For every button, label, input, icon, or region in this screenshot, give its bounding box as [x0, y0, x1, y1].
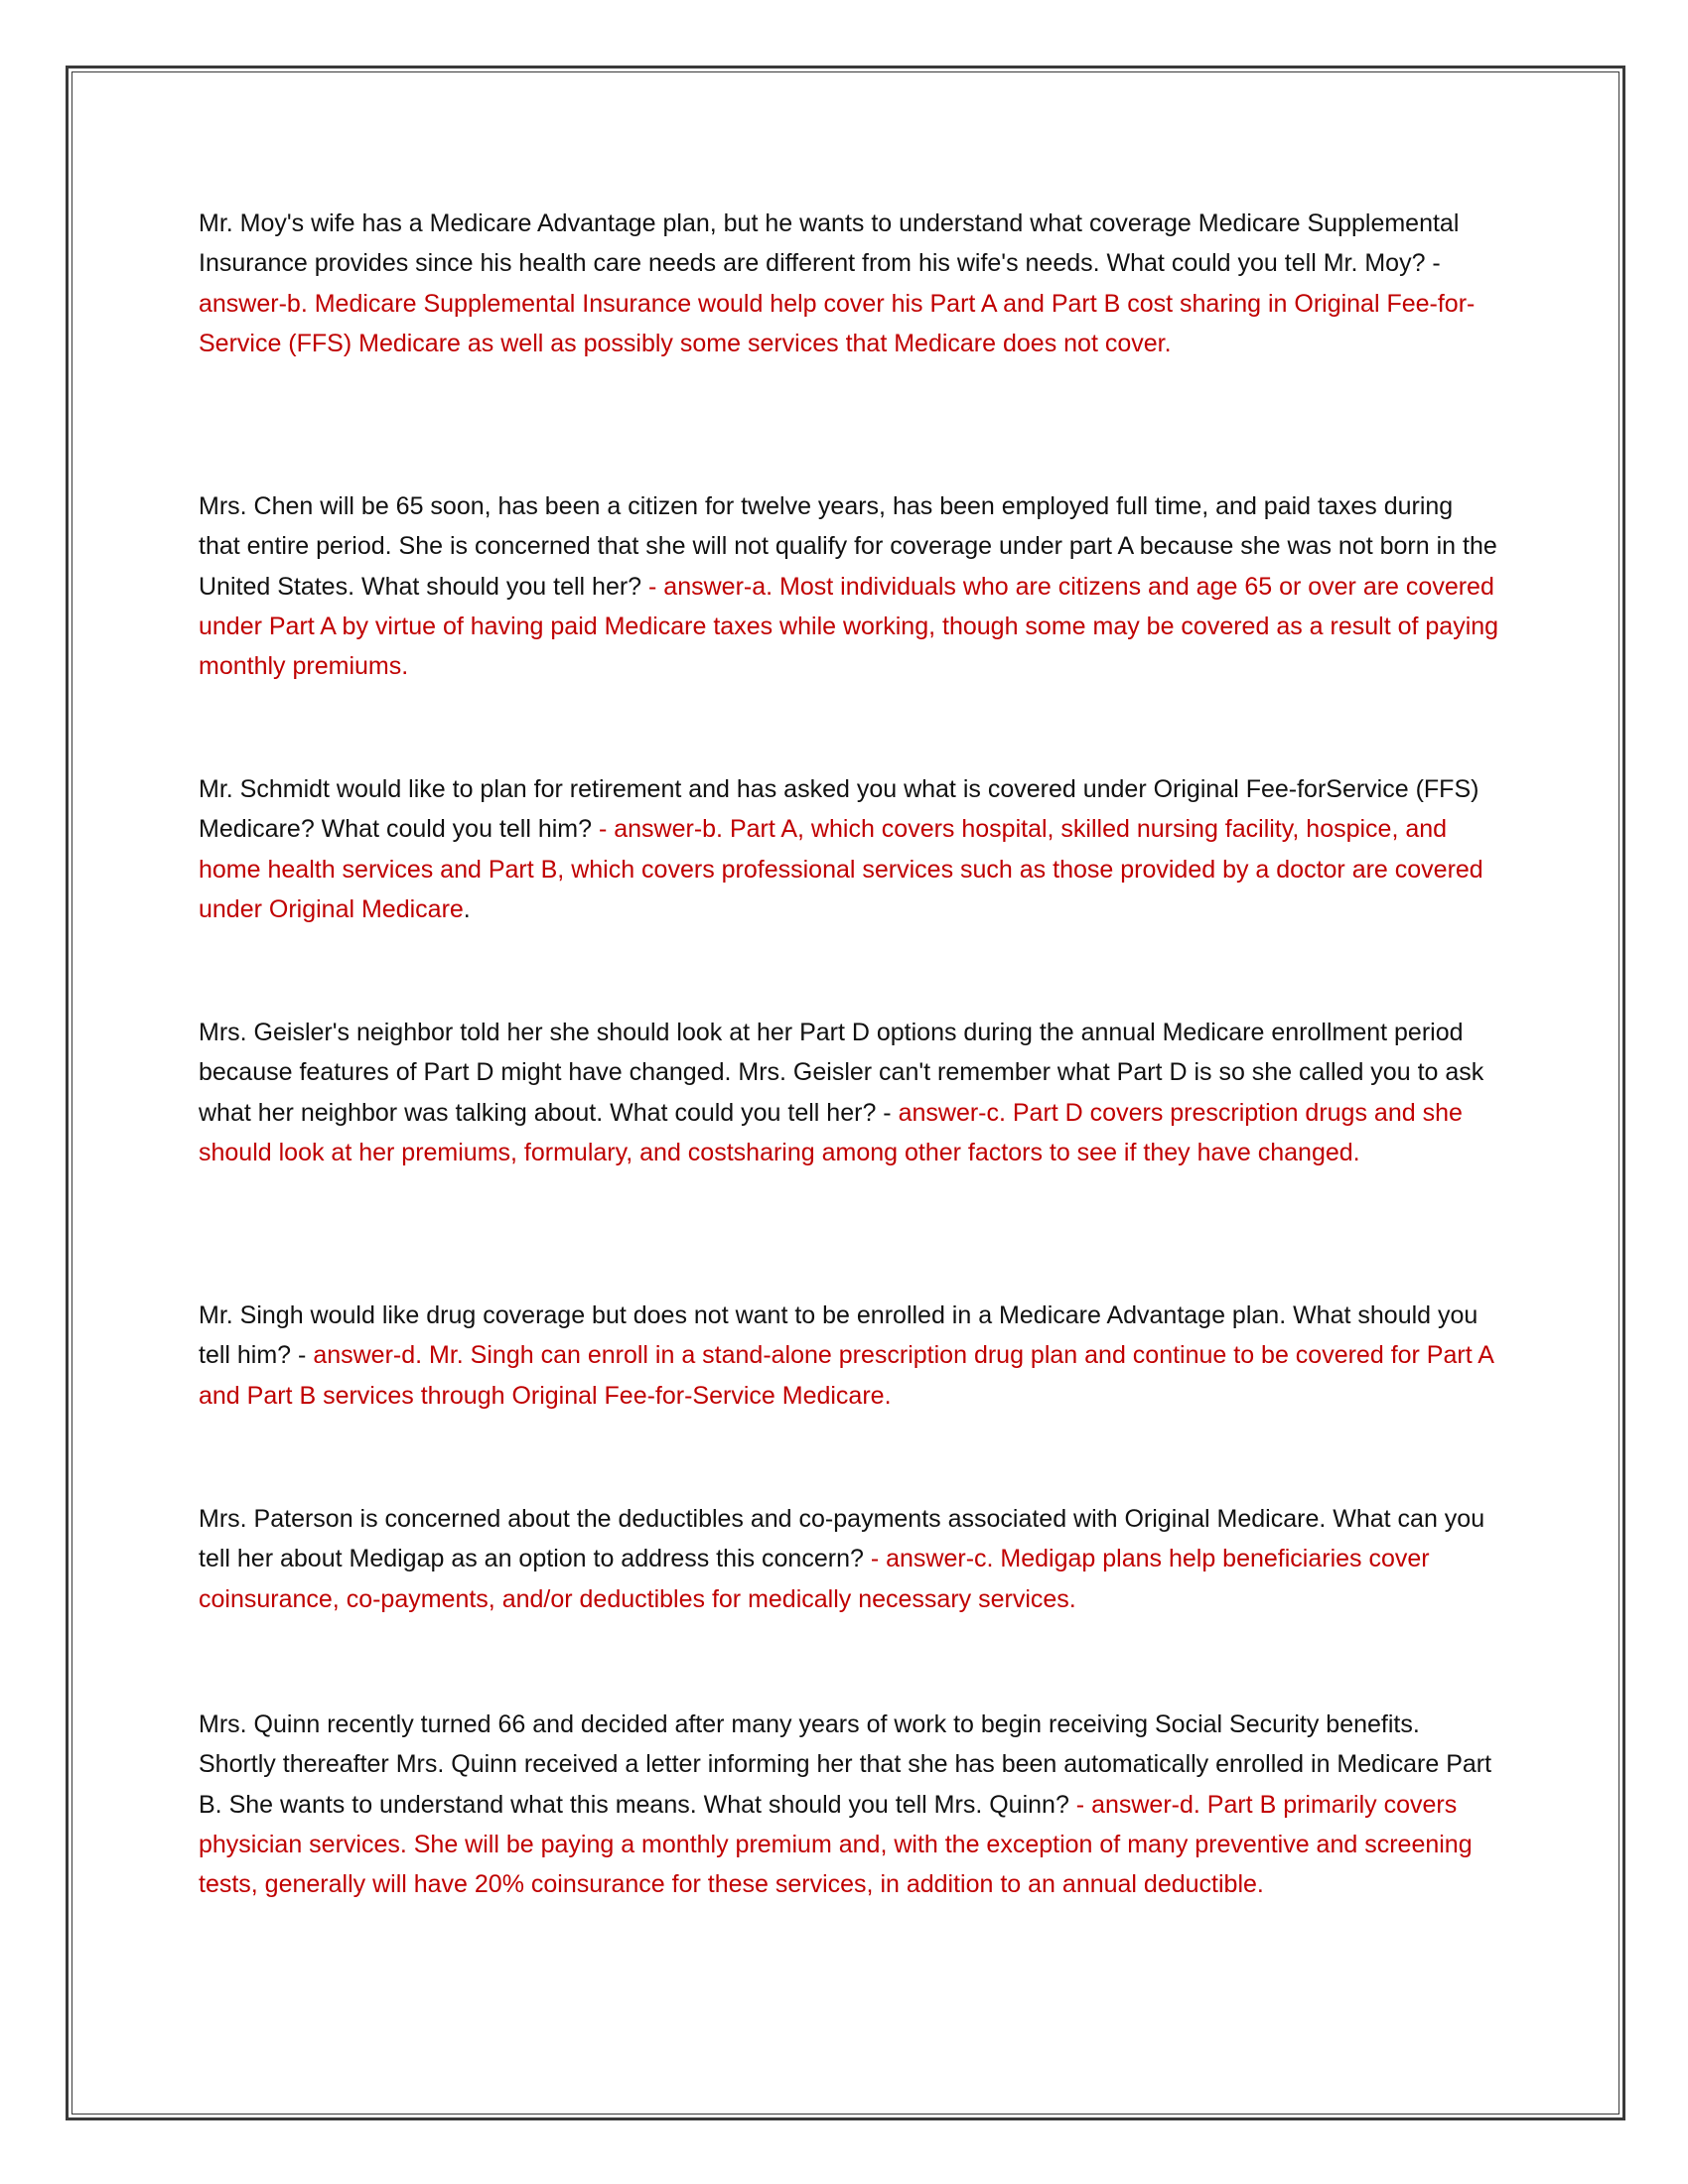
question-text: Mr. Schmidt would like to plan for retirement and has asked you what is covered under Original Fee-forService (FFS) Medicare? What could you tell him?	[199, 775, 1479, 844]
answer-text: answer-c. Part D covers prescription drugs and she should look at her premiums, formulary, and costsharing among other factors to see if they have changed.	[199, 1098, 1463, 1166]
question-text: Mrs. Geisler's neighbor told her she should look at her Part D options during the annual Medicare enrollment period because features of Part D might have changed. Mrs. Geisler can't remember what Part D is so she called you to ask what her neighbor was talking about. What could you tell her? -	[199, 1019, 1484, 1127]
qa-item-2	[199, 486, 1499, 686]
question-text: Mrs. Quinn recently turned 66 and decided after many years of work to begin receiving Social Security benefits. Shortly thereafter Mrs. Quinn received a letter informing her that she has been automatically enrolled in Medicare Part B. She wants to understand what this means. What should you tell Mrs. Quinn?	[199, 1710, 1492, 1819]
answer-text: - answer-a. Most individuals who are citizens and age 65 or over are covered under Part A by virtue of having paid Medicare taxes while working, though some may be covered as a result of paying monthly premiums.	[199, 572, 1499, 681]
question-text: Mrs. Chen will be 65 soon, has been a citizen for twelve years, has been employed full time, and paid taxes during that entire period. She is concerned that she will not qualify for coverage under part A because she was not born in the United States. What should you tell her?	[199, 492, 1497, 601]
qa-item-6	[199, 1499, 1499, 1619]
question-text: Mr. Moy's wife has a Medicare Advantage plan, but he wants to understand what coverage Medicare Supplemental Insurance provides since his health care needs are different from his wife's needs. What could you tell Mr. Moy? -	[199, 209, 1460, 278]
answer-text: - answer-c. Medigap plans help beneficiaries cover coinsurance, co-payments, and/or deductibles for medically necessary services.	[199, 1545, 1430, 1613]
qa-item-4	[199, 1013, 1499, 1172]
qa-item-1	[199, 204, 1499, 363]
qa-item-3	[199, 769, 1499, 929]
question-text: Mr. Singh would like drug coverage but does not want to be enrolled in a Medicare Advantage plan. What should you tell him? -	[199, 1301, 1478, 1370]
answer-text: answer-d. Mr. Singh can enroll in a stand-alone prescription drug plan and continue to be covered for Part A and Part B services through Original Fee-for-Service Medicare.	[199, 1341, 1493, 1410]
answer-tail: .	[463, 894, 471, 923]
answer-text: - answer-d. Part B primarily covers physician services. She will be paying a monthly premium and, with the exception of many preventive and screening tests, generally will have 20% coinsurance for these services, in addition to an annual deductible.	[199, 1790, 1473, 1899]
answer-text: - answer-b. Part A, which covers hospital, skilled nursing facility, hospice, and home health services and Part B, which covers professional services such as those provided by a doctor are covered under Original Medicare	[199, 815, 1483, 923]
question-text: Mrs. Paterson is concerned about the deductibles and co-payments associated with Original Medicare. What can you tell her about Medigap as an option to address this concern?	[199, 1505, 1485, 1573]
answer-text: answer-b. Medicare Supplemental Insurance would help cover his Part A and Part B cost sharing in Original Fee-for-Service (FFS) Medicare as well as possibly some services that Medicare does not cover.	[199, 289, 1476, 357]
qa-item-5	[199, 1296, 1499, 1416]
qa-item-7	[199, 1705, 1499, 1904]
